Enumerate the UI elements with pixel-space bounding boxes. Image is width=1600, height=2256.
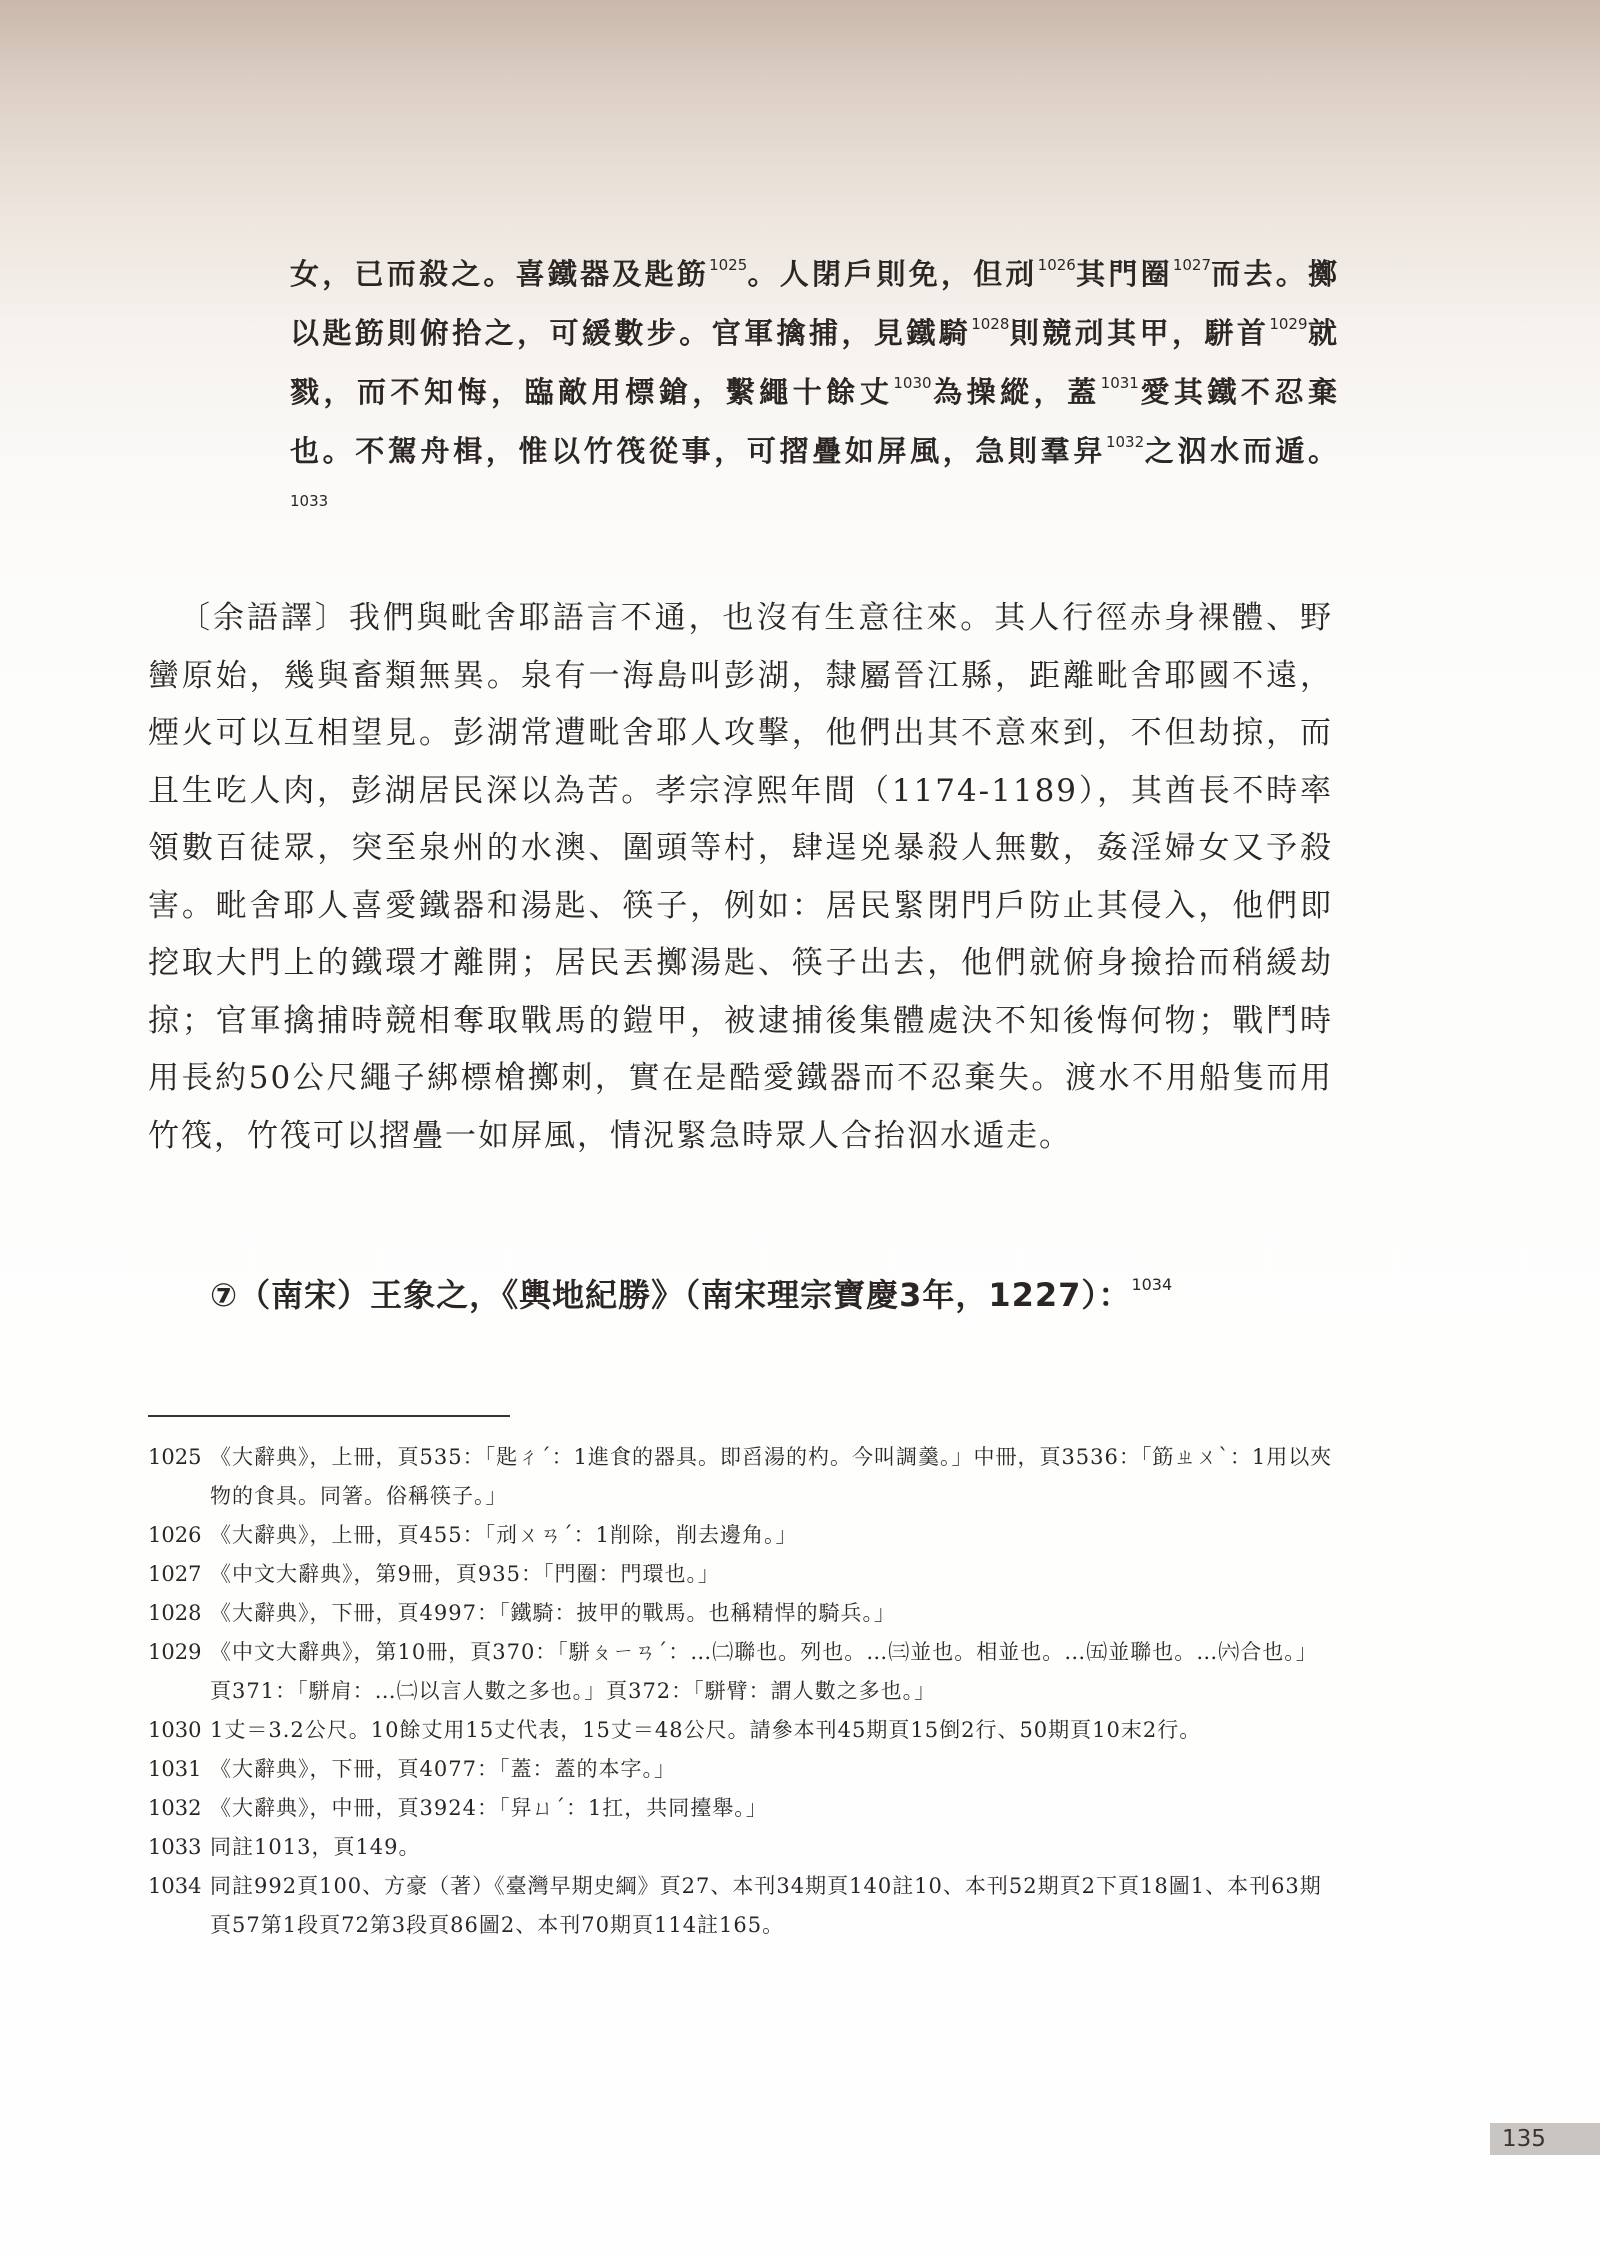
footnote-item (148, 1711, 1338, 1750)
quote-text: 女，已而殺之。喜鐵器及匙筯 (290, 257, 710, 291)
heading-text: ⑦（南宋）王象之，《輿地紀勝》（南宋理宗寶慶3年，1227）： (210, 1276, 1132, 1314)
footnote-text: 《大辭典》，下冊，頁4997：「鐵騎：披甲的戰馬。也稱精悍的騎兵。」 (210, 1601, 896, 1625)
footnote-number: 1026 (148, 1523, 202, 1547)
translation-paragraph: 〔余語譯〕我們與毗舍耶語言不通，也沒有生意往來。其人行徑赤身裸體、野蠻原始，幾與畜類無異。泉有一海島叫彭湖，隸屬晉江縣，距離毗舍耶國不遠，煙火可以互相望見。彭湖常遭毗舍耶人攻擊，他們出其不意來到，不但劫掠，而且生吃人肉，彭湖居民深以為苦。孝宗淳熙年間（1174-1189），其酋長不時率領數百徒眾，突至泉州的水澳、圍頭等村，肆逞兇暴殺人無數，姦淫婦女又予殺害。毗舍耶人喜愛鐵器和湯匙、筷子，例如：居民緊閉門戶防止其侵入，他們即挖取大門上的鐵環才離開；居民丟擲湯匙、筷子出去，他們就俯身撿拾而稍緩劫掠；官軍擒捕時競相奪取戰馬的鎧甲，被逮捕後集體處決不知後悔何物；戰鬥時用長約50公尺繩子綁標槍擲刺，實在是酷愛鐵器而不忍棄失。渡水不用船隻而用竹筏，竹筏可以摺疊一如屏風，情況緊急時眾人合抬泅水遁走。 (148, 600, 1333, 1154)
footnote-number: 1033 (148, 1835, 202, 1859)
page-number: 135 (1490, 2123, 1600, 2155)
footnote-divider (148, 1415, 510, 1417)
footnote-item (148, 1594, 1338, 1633)
section-heading (210, 1270, 1340, 1316)
footnote-item (148, 1828, 1338, 1867)
footnote-number: 1025 (148, 1445, 202, 1469)
footnote-ref[interactable]: 1033 (290, 492, 329, 510)
classical-quote (290, 245, 1340, 540)
footnote-item (148, 1867, 1338, 1945)
footnote-text: 《中文大辭典》，第9冊，頁935：「門圈：門環也。」 (210, 1562, 720, 1586)
footnote-text: 《中文大辭典》，第10冊，頁370：「駢ㄆㄧㄢˊ：…㈡聯也。列也。…㈢並也。相並也。…㈤並聯也。…㈥合也。」頁371：「駢肩：…㈡以言人數之多也。」頁372：「駢臂：謂人數之多也。」 (210, 1640, 1318, 1703)
footnote-ref[interactable]: 1029 (1269, 315, 1308, 333)
footnote-text: 《大辭典》，上冊，頁455：「刓ㄨㄢˊ：1削除，削去邊角。」 (210, 1523, 798, 1547)
footnote-number: 1032 (148, 1796, 202, 1820)
footnote-item (148, 1633, 1338, 1711)
footnote-text: 1丈＝3.2公尺。10餘丈用15丈代表，15丈＝48公尺。請參本刊45期頁15倒2行、50期頁10末2行。 (210, 1718, 1202, 1742)
footnote-ref[interactable]: 1031 (1100, 374, 1139, 392)
footnote-item (148, 1789, 1338, 1828)
footnote-item (148, 1555, 1338, 1594)
footnote-number: 1029 (148, 1640, 202, 1664)
footnote-ref[interactable]: 1030 (893, 374, 932, 392)
footnote-ref[interactable]: 1025 (709, 256, 748, 274)
footnote-number: 1034 (148, 1874, 202, 1898)
footnote-text: 《大辭典》，下冊，頁4077：「蓋：蓋的本字。」 (210, 1757, 676, 1781)
quote-text: 則競刓其甲，駢首 (1009, 316, 1270, 350)
quote-text: 為操縱，蓋 (931, 375, 1101, 409)
footnote-text: 《大辭典》，中冊，頁3924：「舁ㄩˊ：1扛，共同擡舉。」 (210, 1796, 768, 1820)
footnote-number: 1027 (148, 1562, 202, 1586)
footnote-number: 1030 (148, 1718, 202, 1742)
footnote-ref[interactable]: 1028 (971, 315, 1010, 333)
quote-text: 。人閉戶則免，但刓 (747, 257, 1038, 291)
footnote-ref[interactable]: 1026 (1037, 256, 1076, 274)
footnote-ref[interactable]: 1034 (1131, 1275, 1173, 1294)
footnote-text: 同註992頁100、方豪（著）《臺灣早期史綱》頁27、本刊34期頁140註10、本刊52期頁2下頁18圖1、本刊63期頁57第1段頁72第3段頁86圖2、本刊70期頁114註165。 (210, 1874, 1322, 1937)
quote-text: 其門圈 (1075, 257, 1173, 291)
quote-text: 之泅水而遁。 (1144, 434, 1340, 468)
footnote-ref[interactable]: 1032 (1105, 433, 1145, 451)
footnote-text: 同註1013，頁149。 (210, 1835, 421, 1859)
footnote-text: 《大辭典》，上冊，頁535：「匙ㄔˊ：1進食的器具。即舀湯的杓。今叫調羹。」中冊，頁3536：「筯ㄓㄨˋ：1用以夾物的食具。同箸。俗稱筷子。」 (210, 1445, 1333, 1508)
quote-text: 愛其鐵不忍棄也。不駕舟楫，惟以竹筏從事，可摺疊如屏風，急則羣舁 (290, 375, 1340, 468)
footnote-item (148, 1516, 1338, 1555)
footnotes (148, 1438, 1338, 1945)
footnote-ref[interactable]: 1027 (1172, 256, 1211, 274)
footnote-item (148, 1750, 1338, 1789)
footnote-number: 1028 (148, 1601, 202, 1625)
quote-text: 就戮，而不知悔，臨敵用標鎗，繫繩十餘丈 (290, 316, 1340, 409)
footnote-item (148, 1438, 1338, 1516)
footnote-number: 1031 (148, 1757, 202, 1781)
quote-text: 而去。擲以匙筯則俯拾之，可緩數步。官軍擒捕，見鐵騎 (290, 257, 1340, 350)
